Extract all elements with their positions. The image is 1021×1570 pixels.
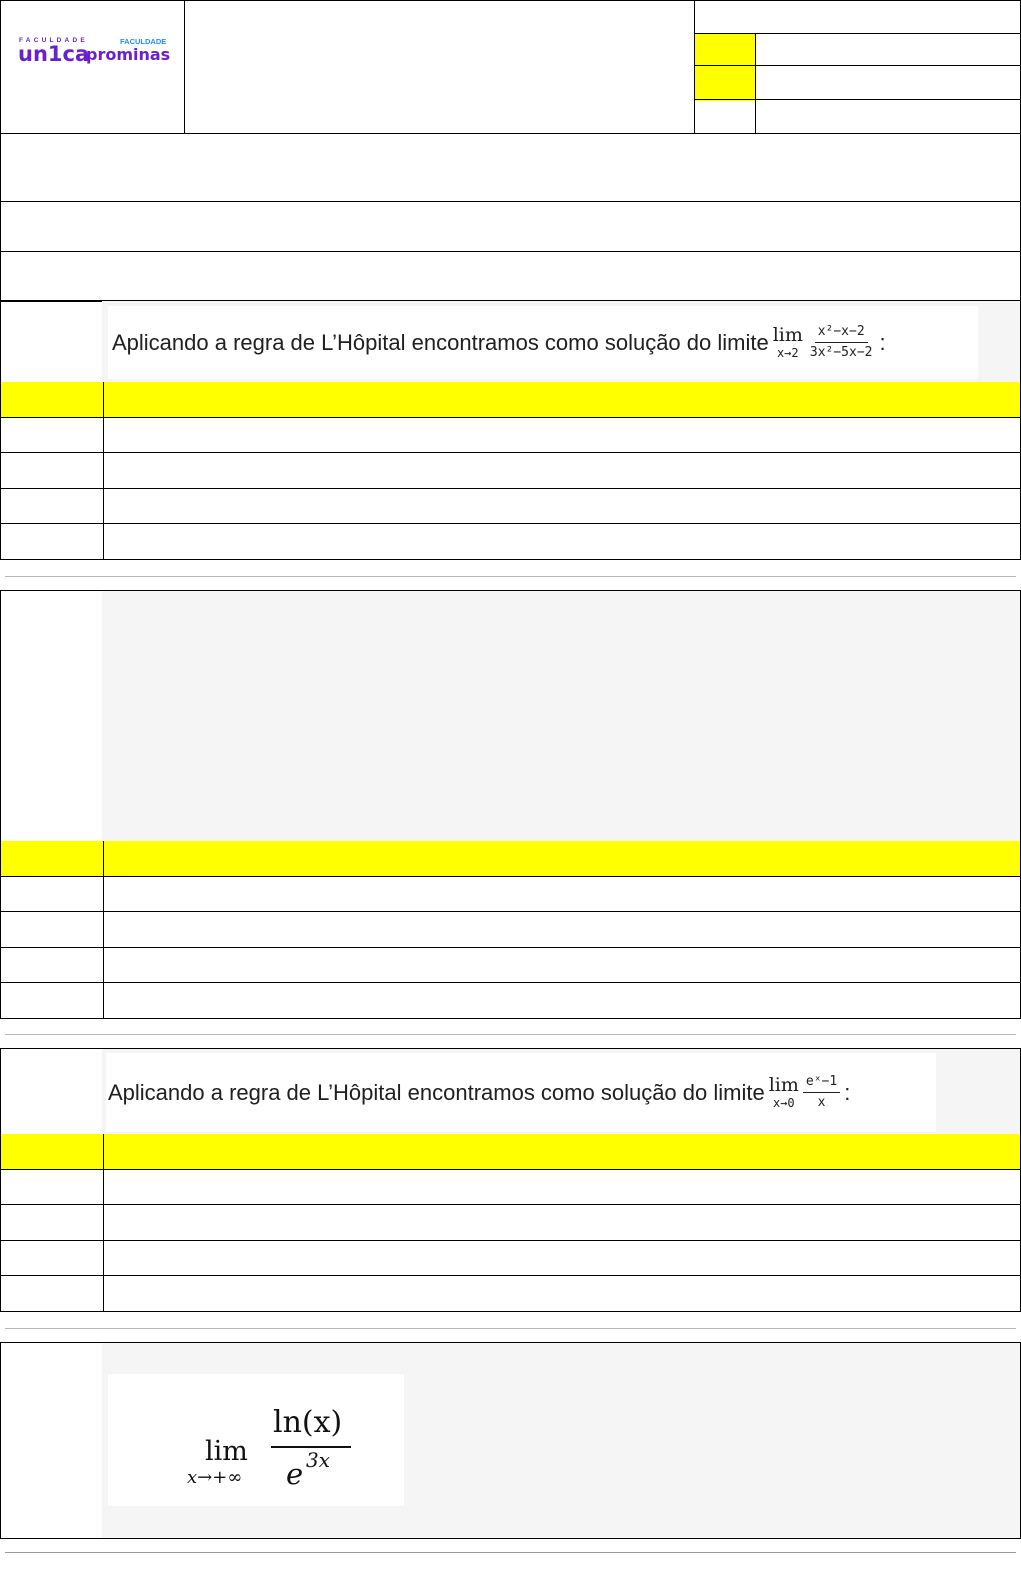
question-block-3 (0, 1048, 1021, 1313)
info-row-2 (0, 201, 1021, 252)
limit-formula-graphic (108, 1374, 404, 1506)
answer-option-letter (1, 841, 104, 876)
answer-option-letter (1, 453, 104, 488)
answer-option-row[interactable] (0, 1205, 1021, 1241)
answer-option-letter (1, 912, 104, 947)
svg-text:FACULDADE: FACULDADE (19, 37, 88, 44)
answer-option-letter (1, 1134, 104, 1169)
answer-option-letter (1, 1240, 104, 1275)
faculdade-unica-prominas-logo (1, 1, 186, 135)
answer-option-row[interactable] (0, 876, 1021, 912)
svg-text:e: e (286, 1457, 304, 1491)
answer-option-row[interactable] (0, 1169, 1021, 1205)
question-block-1 (0, 300, 1021, 560)
answer-option-letter (1, 488, 104, 523)
question-block-2 (0, 590, 1021, 1020)
question-number-cell (0, 590, 103, 842)
svg-text:lim: lim (205, 1436, 248, 1467)
header-side-mark (695, 34, 756, 67)
answer-option-row[interactable] (0, 947, 1021, 983)
answer-option-letter (1, 1169, 104, 1204)
answer-option-row-correct[interactable] (0, 841, 1021, 877)
question-number-cell (0, 300, 103, 383)
header-side-row-1 (695, 33, 1020, 67)
answer-option-letter (1, 947, 104, 982)
question-separator (5, 576, 1016, 577)
answer-option-row[interactable] (0, 453, 1021, 489)
answer-option-letter (1, 417, 104, 452)
answer-option-row[interactable] (0, 417, 1021, 453)
answer-option-row-correct[interactable] (0, 1134, 1021, 1170)
question-separator (5, 1328, 1016, 1329)
question-number-cell (0, 1048, 103, 1135)
answer-option-letter (1, 983, 104, 1018)
answer-option-letter (1, 1276, 104, 1311)
question-3-statement: Aplicando a regra de L’Hôpital encontramos como solução do limite lim x→0 $\frac{\text{eˣ−1}}{x}$ : (106, 1053, 936, 1132)
header-side-row-2 (695, 65, 1020, 101)
svg-text:ln(x): ln(x) (273, 1405, 343, 1440)
header-side-mark (695, 100, 756, 134)
answer-option-row[interactable] (0, 983, 1021, 1019)
header-side-cells (694, 0, 1021, 134)
answer-option-letter (1, 1205, 104, 1240)
info-row-1 (0, 133, 1021, 202)
answer-option-letter (1, 524, 104, 559)
answer-option-row[interactable] (0, 524, 1021, 560)
page-bottom-rule (5, 1552, 1016, 1553)
question-text-cell (102, 1048, 1021, 1135)
svg-text:prominas: prominas (86, 45, 171, 64)
info-row-3 (0, 251, 1021, 302)
answer-option-row[interactable] (0, 1240, 1021, 1276)
answer-option-row[interactable] (0, 488, 1021, 524)
header-side-row-3 (695, 99, 1020, 134)
question-text-cell (102, 590, 1021, 842)
header-logo-cell (0, 0, 185, 134)
question-4-limit-formula (108, 1374, 404, 1506)
answer-option-row[interactable] (0, 1276, 1021, 1312)
answer-option-row[interactable] (0, 912, 1021, 948)
header-title-cell (184, 0, 695, 134)
header-side-mark (695, 66, 756, 101)
svg-text:3x: 3x (306, 1448, 331, 1472)
question-separator (5, 1034, 1016, 1035)
question-1-statement: Aplicando a regra de L’Hôpital encontramos como solução do limite lim x→2 $\frac{\text{x²−x−2}}{\text{3x²−5x−2}}$ : (108, 306, 978, 379)
svg-text:FACULDADE: FACULDADE (120, 37, 167, 46)
answer-option-row-correct[interactable] (0, 382, 1021, 418)
question-text-cell (102, 300, 1021, 383)
answer-option-letter (1, 382, 104, 417)
answer-option-letter (1, 876, 104, 911)
svg-text:x→+∞: x→+∞ (187, 1467, 243, 1488)
question-number-cell (0, 1342, 103, 1539)
svg-text:un1ca: un1ca (18, 42, 90, 66)
